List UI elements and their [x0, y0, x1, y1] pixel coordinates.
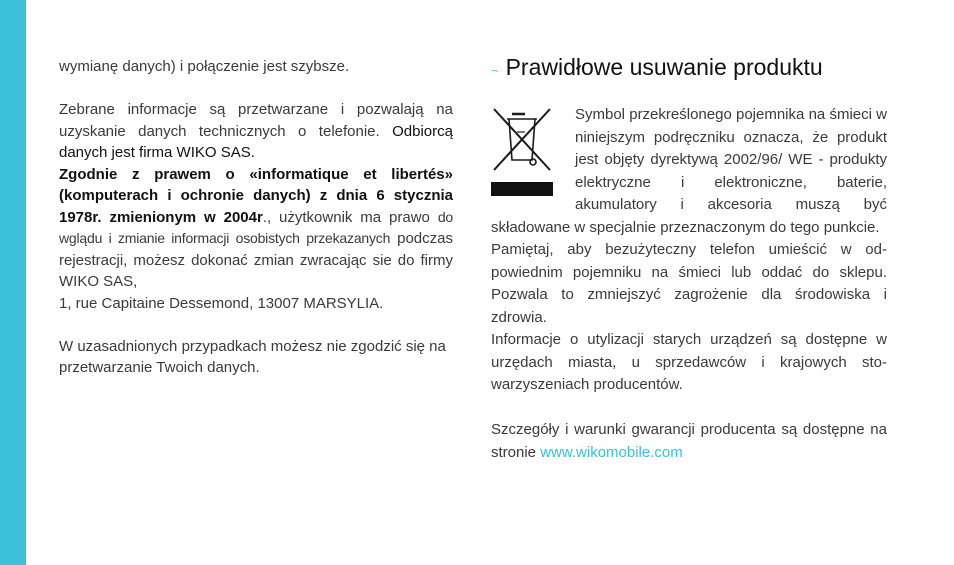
left-column	[59, 56, 453, 379]
legal-line-2: do wglądu i zmianie informacji osobistych przekazanych	[59, 208, 453, 246]
warranty-text: Szczegóły i warunki gwarancji producenta są dostępne na stronie	[491, 421, 887, 461]
data-processing-text: Zebrane informacje są przetwarzane i pozwalają na uzyskanie danych technicznych o telefonie.	[59, 101, 453, 140]
data-recipient-text: Odbiorcą danych jest firma WIKO SAS.	[59, 122, 453, 161]
paragraph-continuation: wymianę danych) i połączenie jest szybsze.	[59, 58, 350, 75]
paragraph-symbol: Symbol przekreślonego pojemnika na śmieci w niniejszym podręczniku oznacza, że produkt jest objęty dyrektywą 2002/96/ WE - produkty elektryczne i elektroniczne, baterie, akumulatory i akcesoria muszą być składowane w specjalnie przeznaczonym do tego punkcie.	[491, 106, 887, 236]
heading-tilde: ~	[491, 63, 499, 78]
paragraph-info: Informacje o utylizacji starych urządzeń są dostępne w urzędach miasta, u sprzedawców i krajowych sto-warzyszeniach producentów.	[491, 331, 887, 393]
paragraph-warranty	[491, 419, 887, 464]
heading-title: Prawidłowe usuwanie produktu	[505, 54, 823, 80]
legal-bold-text: Zgodnie z prawem o «informatique et libertés» (komputerach i ochronie danych) z dnia 6 stycznia 1978r. zmienionym w 2004r	[59, 165, 453, 226]
right-column	[491, 56, 887, 464]
paragraph-data-processing	[59, 99, 453, 164]
wikomobile-link[interactable]: www.wikomobile.com	[540, 443, 683, 461]
paragraph-legal	[59, 164, 453, 293]
legal-line-3: podczas rejestracji, możesz dokonać zmian zwracając sie do firmy WIKO SAS,	[59, 230, 453, 290]
address-line: 1, rue Capitaine Dessemond, 13007 MARSYLIA.	[59, 294, 384, 312]
paragraph-objection: W uzasadnionych przypadkach możesz nie zgodzić się na przetwarzanie Twoich danych.	[59, 337, 446, 376]
crossed-out-wheelie-bin-icon	[491, 106, 553, 198]
legal-rest-text: ., użytkownik ma prawo	[262, 208, 430, 226]
section-heading	[491, 56, 887, 86]
paragraph-dispose: Pamiętaj, aby bezużyteczny telefon umieścić w od-powiednim pojemniku na śmieci lub oddać do sklepu. Pozwala to zmniejszyć zagrożenie dla środowiska i zdrowia.	[491, 241, 887, 326]
accent-side-bar	[0, 0, 26, 565]
